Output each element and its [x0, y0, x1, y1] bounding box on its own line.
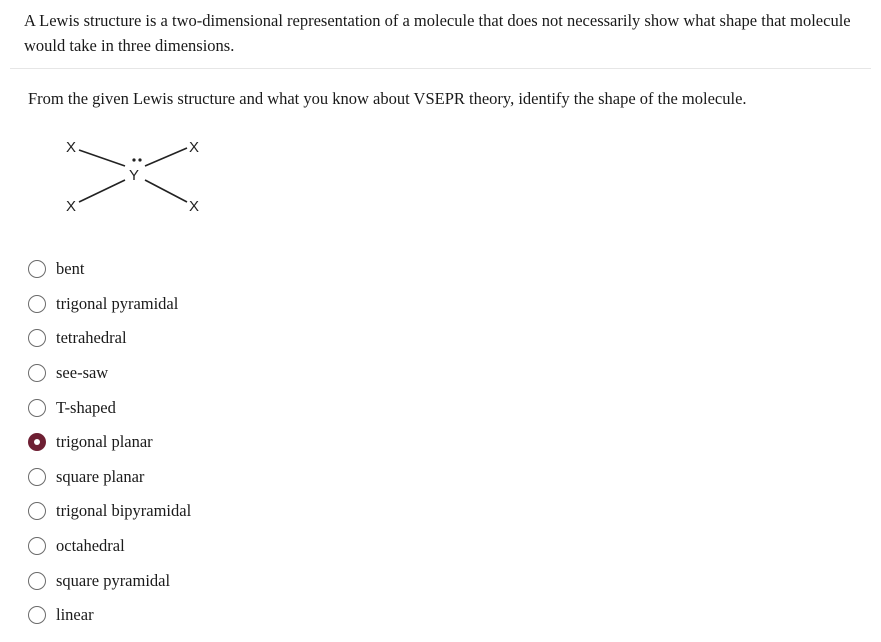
- lone-pair-dot: [132, 158, 135, 161]
- radio-button[interactable]: [28, 502, 46, 520]
- radio-button[interactable]: [28, 329, 46, 347]
- option-label: tetrahedral: [56, 328, 127, 348]
- option-trigonal-bipyramidal[interactable]: [28, 494, 191, 529]
- bond-lower-left: [79, 180, 125, 202]
- option-square-pyramidal[interactable]: [28, 563, 191, 598]
- radio-button[interactable]: [28, 537, 46, 555]
- ligand-atom-lower-left: X: [66, 198, 77, 215]
- option-tetrahedral[interactable]: [28, 321, 191, 356]
- question-text: From the given Lewis structure and what you know about VSEPR theory, identify the shape of the molecule.: [28, 89, 747, 108]
- option-see-saw[interactable]: [28, 356, 191, 391]
- option-label: T-shaped: [56, 397, 116, 417]
- option-trigonal-pyramidal[interactable]: [28, 287, 191, 322]
- radio-button[interactable]: [28, 295, 46, 313]
- ligand-atom-lower-right: X: [189, 198, 200, 215]
- ligand-atom-upper-right: X: [189, 139, 200, 156]
- ligand-atom-upper-left: X: [66, 139, 77, 156]
- option-label: square pyramidal: [56, 570, 171, 590]
- answer-options: [28, 252, 191, 633]
- bond-lower-right: [145, 180, 187, 202]
- lone-pair-dot: [138, 158, 141, 161]
- radio-button[interactable]: [28, 364, 46, 382]
- option-label: trigonal planar: [56, 432, 153, 452]
- intro-text: A Lewis structure is a two-dimensional representation of a molecule that does not necessarily show what shape that molecule would take in three dimensions.: [24, 11, 851, 55]
- radio-button[interactable]: [28, 399, 46, 417]
- option-label: square planar: [56, 466, 145, 486]
- option-label: bent: [56, 259, 85, 279]
- radio-button-selected[interactable]: [28, 433, 46, 451]
- option-t-shaped[interactable]: [28, 390, 191, 425]
- divider: [10, 68, 871, 69]
- option-label: linear: [56, 605, 94, 625]
- option-label: octahedral: [56, 536, 125, 556]
- option-label: trigonal pyramidal: [56, 293, 179, 313]
- lewis-structure-diagram: [55, 128, 225, 223]
- option-square-planar[interactable]: [28, 460, 191, 495]
- radio-button[interactable]: [28, 606, 46, 624]
- option-octahedral[interactable]: [28, 529, 191, 564]
- option-label: trigonal bipyramidal: [56, 501, 192, 521]
- bond-upper-left: [79, 150, 125, 166]
- option-linear[interactable]: [28, 598, 191, 633]
- central-atom: Y: [129, 167, 140, 184]
- radio-button[interactable]: [28, 572, 46, 590]
- radio-button[interactable]: [28, 260, 46, 278]
- option-bent[interactable]: [28, 252, 191, 287]
- option-label: see-saw: [56, 363, 109, 383]
- option-trigonal-planar[interactable]: [28, 425, 191, 460]
- bond-upper-right: [145, 148, 187, 166]
- radio-button[interactable]: [28, 468, 46, 486]
